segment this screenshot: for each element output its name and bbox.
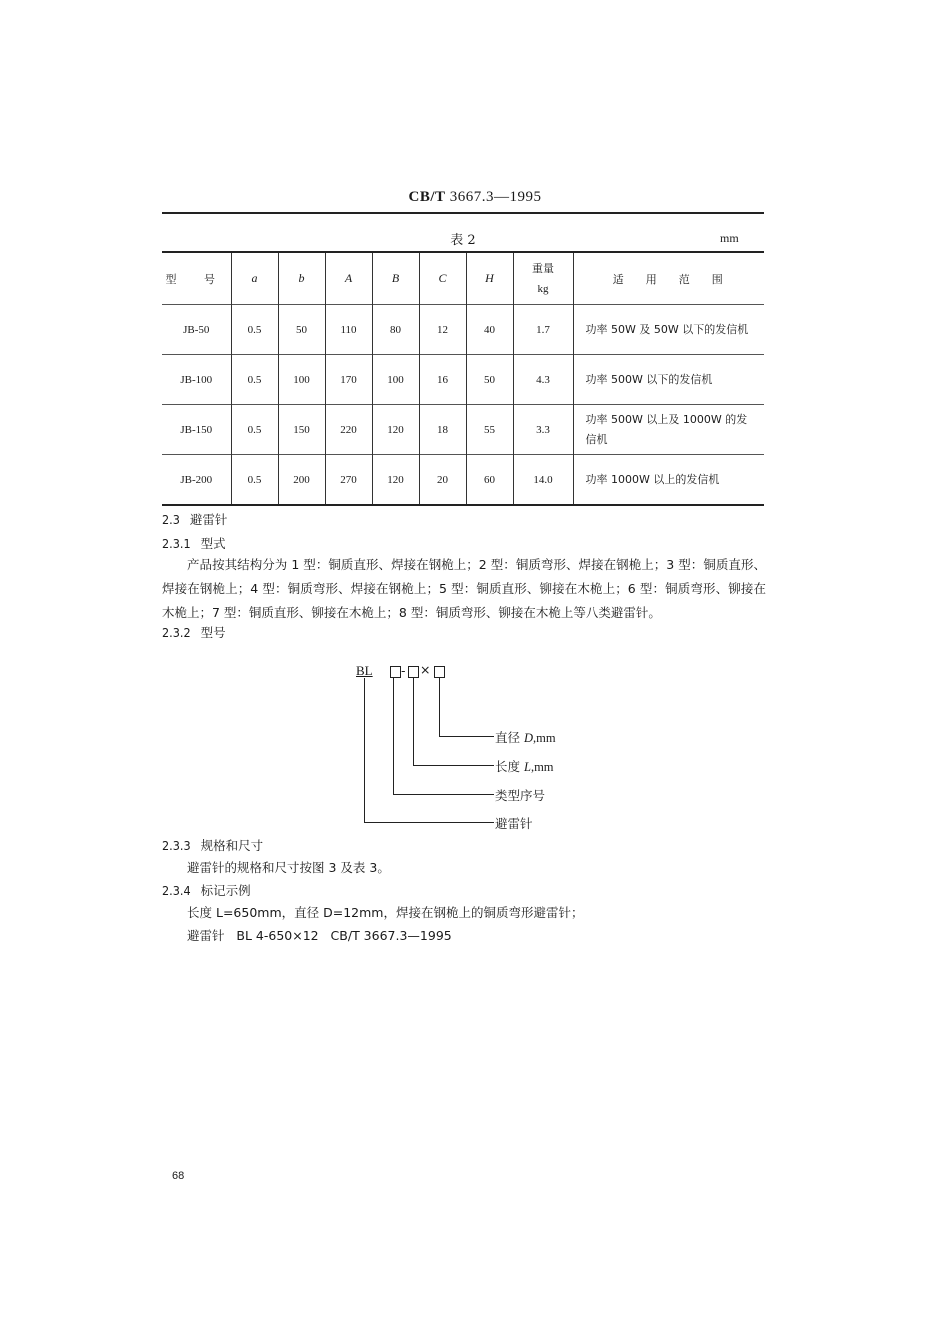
marking-example-line2: 避雷针 BL 4-650×12 CB/T 3667.3—1995 [187, 928, 452, 943]
diameter-code-box [434, 666, 445, 678]
section-2-3-1-heading: 2.3.1 型式 [162, 536, 226, 551]
diameter-label: 直径 D,mm [495, 730, 556, 745]
col-model: 型 号 [162, 252, 231, 305]
diameter-connector-h [439, 736, 494, 737]
type-seq-label: 类型序号 [495, 788, 546, 803]
section-2-3-3-heading: 2.3.3 规格和尺寸 [162, 838, 264, 853]
standard-number: 3667.3—1995 [449, 189, 542, 205]
table-header-row [162, 252, 764, 305]
col-H: H [466, 252, 513, 305]
diameter-connector-v [439, 678, 440, 737]
table-row: JB-200 0.5 200 270 120 20 60 14.0 功率 1000W 以上的发信机 [162, 455, 764, 506]
table-row: JB-150 0.5 150 220 120 18 55 3.3 功率 500W 以上及 1000W 的发信机 [162, 405, 764, 455]
section-2-3-4-heading: 2.3.4 标记示例 [162, 883, 251, 898]
table-row: JB-100 0.5 100 170 100 16 50 4.3 功率 500W 以下的发信机 [162, 355, 764, 405]
table-row: JB-50 0.5 50 110 80 12 40 1.7 功率 50W 及 50W 以下的发信机 [162, 305, 764, 355]
diagram-prefix: BL [356, 663, 373, 678]
marking-example-line1: 长度 L=650mm，直径 D=12mm，焊接在钢桅上的铜质弯形避雷针； [187, 905, 584, 920]
section-2-3-3-body: 避雷针的规格和尺寸按图 3 及表 3。 [187, 860, 390, 875]
col-B: B [372, 252, 419, 305]
type-connector-v [393, 678, 394, 794]
type-code-box [390, 666, 401, 678]
col-weight: 重量 kg [513, 252, 573, 305]
section-2-3-1-body: 产品按其结构分为 1 型：铜质直形、焊接在钢桅上；2 型：铜质弯形、焊接在钢桅上；3 型：铜质直形、焊接在钢桅上；4 型：铜质弯形、焊接在钢桅上；5 型：铜质直形、铆接在木桅上；6 型：铜质弯形、铆接在木桅上；7 型：铜质直形、铆接在木桅上；8 型：铜质弯形、铆接在木桅上等八类避雷针。 [162, 557, 766, 620]
page-number: 68 [172, 1170, 185, 1182]
col-a: a [231, 252, 278, 305]
col-A: A [325, 252, 372, 305]
standard-prefix: CB/T [408, 189, 446, 205]
section-2-3-2-heading: 2.3.2 型号 [162, 625, 226, 640]
section-2-3-heading: 2.3 避雷针 [162, 512, 228, 527]
diagram-times: × [420, 662, 431, 677]
length-code-box [408, 666, 419, 678]
type-connector-h [393, 794, 494, 795]
length-label: 长度 L,mm [495, 759, 554, 774]
spec-table [162, 251, 764, 506]
prefix-connector-v [364, 678, 365, 823]
name-label: 避雷针 [495, 816, 533, 831]
table-caption: 表 2 [450, 233, 476, 248]
prefix-connector-h [364, 822, 494, 823]
header-rule [162, 212, 764, 214]
col-b: b [278, 252, 325, 305]
standard-header [0, 189, 950, 206]
col-C: C [419, 252, 466, 305]
col-scope: 适用范围 [573, 252, 764, 305]
diagram-dash: - [401, 663, 406, 678]
length-connector-v [413, 678, 414, 766]
table-unit: mm [720, 231, 739, 245]
length-connector-h [413, 765, 494, 766]
